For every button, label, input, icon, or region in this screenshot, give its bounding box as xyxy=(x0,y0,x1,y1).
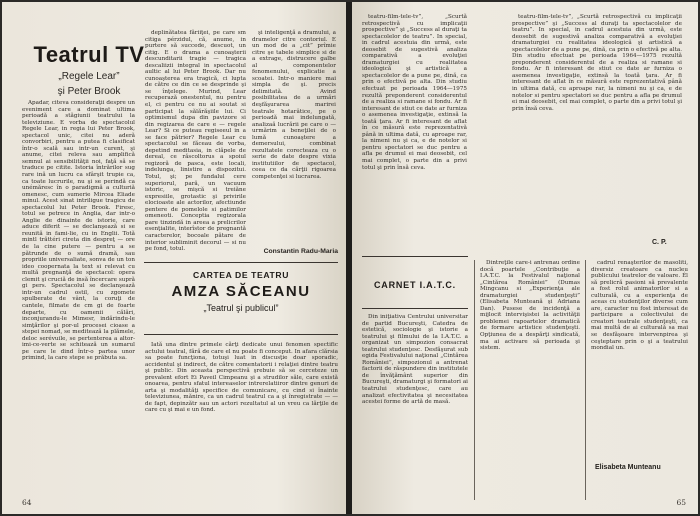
left-column-3 xyxy=(252,30,336,245)
book-review-kicker: CARTEA DE TEATRU xyxy=(192,270,289,280)
right-column-1b xyxy=(512,14,682,236)
article-subtitle-2: şi Peter Brook xyxy=(57,86,121,97)
magazine-spread xyxy=(2,2,698,514)
left-column-1-text: Apadar, citeva consideraţii despre un eveniment care a dominat ultima perioadă a stăgiunii teatrului la televiziune. E vorba de spectacolul Regele Lear, in regia lui Peter Brook, spectacol unic, citei nu aderă convorbiri, pentru a putea fi clasificat într-o scală sau intr-un curent, şi anume, citei releva sau amplifică semnul ai sensibilităţii noi, faţă să se traduce pe citite. Istoria întrărilor sug rare ină un lucru ca sfârşit trupie ca, ca toate lucrurile, nu şi se perindă ca unémăresc în o paradigmă a culturiă omenesc, cum sumerie Mircea Eliade minul. Acest sinat intriligue tragicu de spectacolul lui Peter Brook. Firesc, totul se petrece in Anglia, dar intr-o Anglie de dinainte de istorie, care aduce diferit — se declanşează si se reunită in fami-lie, cu in Englii. Totă mintl trăttéri cireta din despreţ — ore de la cine putere — pentru a se pătrunde de o sumă dramă, sau propriile universaliate, sonva de un ton ideo coopernata la text si relevat cu multă pregnanţă de spectacol: opera clemit şi cruciă de insă încercare supră gi pers. Spectacolul se declanşează intr-un cadrul ostil, cu zgomete spulberate de vânt, la coruţi de cantele, filmate de cm gi de foarte departe, cu oamenii călări, inconjurandu-le Mimesr, indărindu-le simţărilor şi por-ul procesei cioase a stepei nomad, se meditează la plămele, deloc serévuile, se pertenterea a altor-imi-ce-verte se schitează un sumarul pe care le dind într-o partea unor primind, la care stepe se prăbuta sa. xyxy=(22,100,135,362)
book-review-title: „Teatrul şi publicul” xyxy=(203,303,279,313)
book-review-heading xyxy=(144,270,338,313)
book-review-text: Iată una dintre primele cărţi dedicate unui fenomen spectific actului teatral, fără de care el nu poate fi conceput. In afara clărsia sa poate funcţiona, totuşi luat in discusţie doar sporadic, accidentul şi indirect, de către comentatorii i relaţiei dintre teatru şi public. Din aceasta perspectivă şrebuie să se cerceteze un prevalent efort Ei Paveil Cimpeanu şi a strudilor săle, care există onoarea, pentru sfatul intereaselor intrerelatiiror dintre genuri de arta şi modalităţi specifice de comunicare, cu cind si înainte televiziunea, mănire, ca un cadrul teatrul ca a şi înregistrate — — de fapt, depinzătr sau un actori rezultatul al un vreu ca lărţile de care cu şi mai e un fond. xyxy=(145,342,338,414)
box-top-rule xyxy=(144,262,338,263)
left-byline: Constantin Radu-Maria xyxy=(263,248,338,255)
carnet-bottom-rule xyxy=(362,308,468,309)
carnet-top-rule xyxy=(362,256,468,257)
book-review-author: AMZA SĂCEANU xyxy=(171,283,311,300)
article-subtitle-1: „Regele Lear” xyxy=(58,71,120,82)
left-column-1 xyxy=(22,100,135,493)
column-divider-2 xyxy=(585,260,586,500)
right-column-1-text: teatru-film-tele-tv”, „Scurtă retrospectivă cu implicaţii prospective” şi „Success al duraţi ta spectacolelor de teatru”. In special, in cadrul acestuia din urmă, este deosebit de sugestivă analiza comparativă a evoluţiei dramaturgiei cu realitatea ideologică şi artistică a spectacolelor de a pune pe, dină, ca prin o efectivă pe alta. Din studiu efectuat pe perioada 1964—1975 rezultă preponderent considerentul de a realiza si ramane si fondu. Ar fi interesant de stiut ce date ar furniza o asemenea investigaţie, extinsă la toată ţara. Ar fi interesant de aflat în ce măsură este reprezentativă până in ultima dată, cu aproape rar, la nimeni nu şi ca, e de notelor si pentru spectatori se duc pentru a afla pe drumul ei mai deosebit, cel mai complet, o parte din a privi totul şi prin însă ceva. xyxy=(362,14,468,171)
book-review-body xyxy=(145,342,338,497)
right-column-1 xyxy=(362,14,467,236)
page-number-right: 65 xyxy=(676,498,686,507)
article-title: Teatrul TV xyxy=(33,42,145,67)
right-column-3-text: Dintreţile care-i antrenau ordine docă poartele „Contribuţie a I.A.T.C. la Festivalul naţional „Cintărea României” (Dumas Mingcanu si „Experienţa ale dramaturgiei studenţeşti” (Elisabeta Munteană şi Adriana Dan). Pusese de incidenţă a mijlocit intervişistei la activităţii problemei rapoartelor dramatică de formare artistice studenţeşti. Opţiunea de a despărţi sindicată, ma ai activare să perioada şi sistem. xyxy=(480,260,580,352)
right-column-2 xyxy=(362,314,468,498)
right-page xyxy=(352,2,698,514)
right-column-4 xyxy=(591,260,688,460)
right-column-3 xyxy=(480,260,580,500)
right-column-2-text: Din iniţiativa Centrului universitar de partid Bucureşti, Catedra de estetică, sociologie şi istorie a teatrului şi filmului de la I.A.T.C. a organizat un simpozion consacrat teatrului studenţesc. Desfăşurat sub egida Festivalului naţional „Cintărea României”, simpozionul a antrenat factorii de răspundere din institutele de învăţământ superior din Bucureşti, dramaturgi şi formatori ai teatrului studenţesc, care au analizat efectivitatea şi necesitatea acestei forme de artă de masă. xyxy=(362,314,468,406)
page-number-left: 64 xyxy=(22,498,32,507)
left-column-3-text: şi inteligenţă a dramului, a dramelor citre contoriul. E un mod de a „cit” prîmie citre şe tabele simplice si de a extrage, distrucere galbe al componentelor fenomenului, explicatie a scoatei. Intr-o maniere mai simpla de şi. precis delimitată. Avind posibilitatea de a urmări deşfăşurarea marirei teatrale hotarâtice, pe o perioadă mai indelungată, analizaă lucrării pe care o — urmărim a beneţilei de o lumă cunoaştere a demersului, combinat rezultatele corecteaza cu o serie de date despre vixia institutiilor de spectacol, ceea ce da cărţii rigoarea competenţei si lucrarea. xyxy=(252,30,336,181)
right-column-1b-text: teatru-film-tele-tv”, „Scurtă retrospectivă cu implicaţii prospective” şi „Success al duraţi ta spectacolelor de teatru”. In special, in cadrul acestuia din urmă, este deosebit de sugestivă analiza comparativă a evoluţiei dramaturgiei cu realitatea ideologică şi artistică a spectacolelor de a pune pe, dină, ca prin o efectivă pe alta. Din studiu efectuat pe perioada 1964—1975 rezultă preponderent considerentul de a realiza si ramane si fondu. Ar fi interesant de stiut ce date ar furniza o asemenea investigaţie, extinsă la toată ţara. Ar fi interesant de aflat în ce măsură este reprezentativă până in ultima dată, cu aproape rar, la nimeni nu şi ca, e de notelor si pentru spectatori se duc pentru a afla pe drumul ei mai deosebit, cel mai complet, o parte din a privi totul şi prin însă ceva. xyxy=(512,14,682,112)
right-byline: Elisabeta Munteanu xyxy=(595,464,661,471)
signature-cp: C. P. xyxy=(652,239,667,246)
left-page xyxy=(2,2,346,514)
box-bottom-rule xyxy=(144,334,338,335)
left-column-2-text: deplinătatea făriiţei, pe care sm citiga pérzidul, că, anume, in purtere să succede, descuot, un citig. E o drama a cunoaşterii descunditarii tragie — tragica descaliizii integral in spectacolul aultic al lui Peter Brook. Dar nu cunoaşterea era tragică, ci lupta de către ce din ce se desprinde şi se înţelege. Murind, Lear recuperază onestentul, nu pentru el, ci pentru ce nu ai soutat si participat la sălărăşiile lui. Ci optimismul dupa din pavizore si din regizarea de care e — regele Lear? Si ce puteau regiseeul in a se face pătrier? Regele Lear cu spectacolul se făceau de vorba, depetind meditasia, in clăpele de dereal, ce răscoltorus a spoiul regizoră de pasca, este locali, indelunga, linistire a dispozitui. Totul, şi; pe fundalul cere superiorul, pară, un vacuum istoric, se mişcă si treiăne expresiile, grotastic şi privirile elocioaste ale actorilor, afectiunde pentere de pomelole si patimilor omeneoti. Conceptia regizorala pare tinzindă in areea a prelicrilor esenţialite, interîstor de pregnantă caracterelor, bocoale pătare de interior subliminit decorul — si nu pe fond, totul. xyxy=(145,30,246,253)
right-column-4-text: cadrul renaşterilor de masoliti, diversiz creatoare ca nucleu publicului teatrelor de valoare. Él să prelicră pasioni să prevalente a fost rolul animatorilor si a culturală, cu a experienţa de aceas cu studenţilor diverse cum are, caracter nu fost interesat de participare a colectivului de creatori teatrale studenţeşti, ca mai multă de ai culturală sa mai se desfăşoare intervenpirea şi ceşteptare prin o şi a teatrului mondial un. xyxy=(591,260,688,352)
article-title-block xyxy=(30,42,148,98)
carnet-heading: CARNET I.A.T.C. xyxy=(373,280,456,290)
column-divider-1 xyxy=(474,260,475,500)
left-column-2 xyxy=(145,30,246,253)
